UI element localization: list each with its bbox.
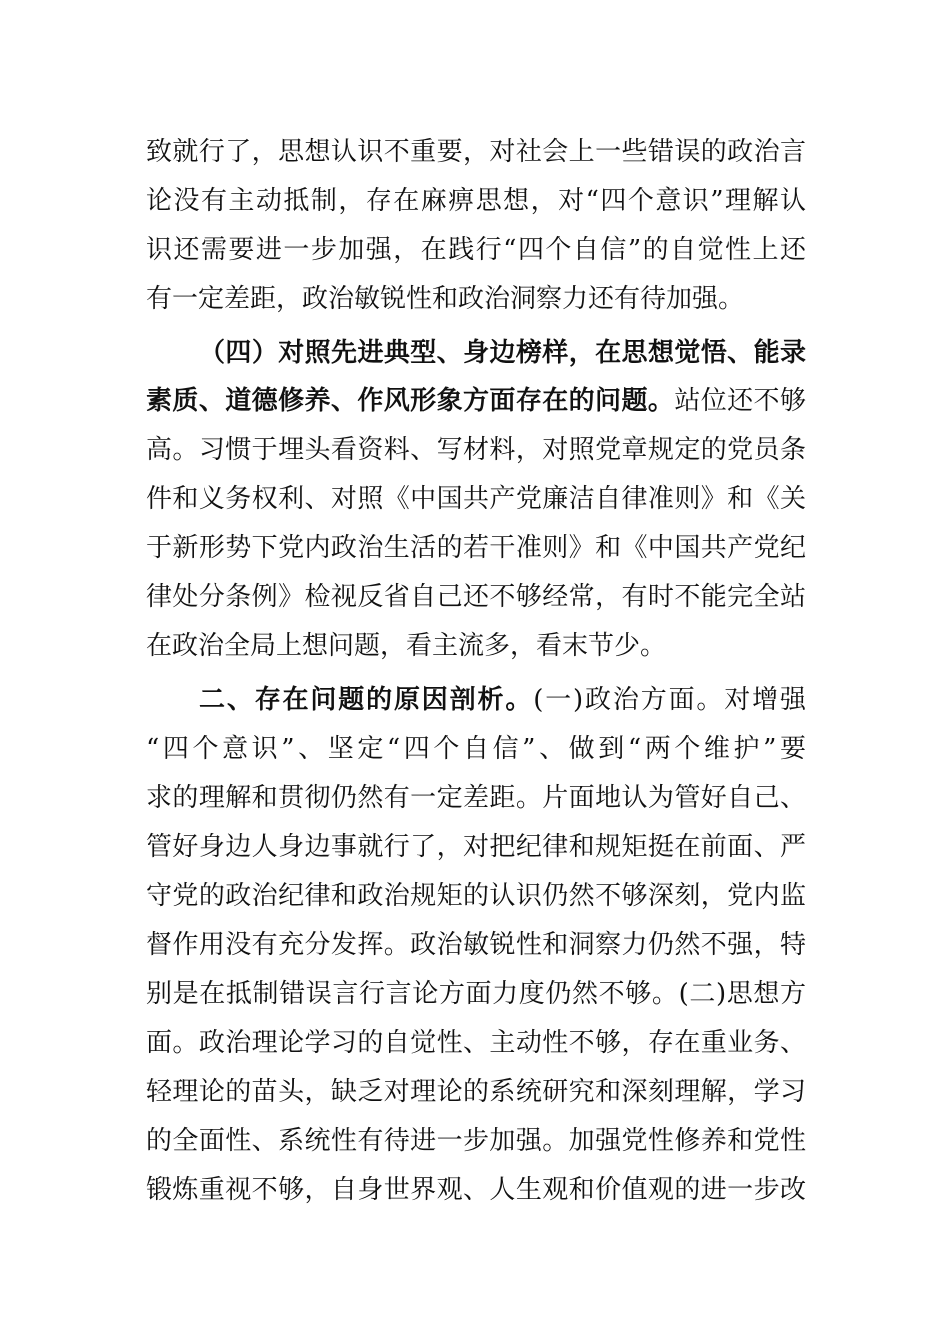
text-line: 的全面性、系统性有待进一步加强。加强党性修养和党性	[146, 1126, 806, 1156]
section-heading-line	[199, 676, 806, 725]
text-line: 高。习惯于埋头看资料、写材料，对照党章规定的党员条	[146, 435, 806, 465]
text-line: 在政治全局上想问题，看主流多，看末节少。	[146, 631, 667, 661]
text-line: 督作用没有充分发挥。政治敏锐性和洞察力仍然不强，特	[146, 930, 806, 960]
text-line: 件和义务权利、对照《中国共产党廉洁自律准则》和《关	[146, 484, 806, 514]
text-line: 于新形势下党内政治生活的若干准则》和《中国共产党纪	[146, 533, 806, 563]
text-line: 管好身边人身边事就行了，对把纪律和规矩挺在前面、严	[146, 832, 806, 862]
text-line: 别是在抵制错误言行言论方面力度仍然不够。(二)思想方	[146, 979, 806, 1009]
text-line: 轻理论的苗头，缺乏对理论的系统研究和深刻理解，学习	[146, 1077, 806, 1107]
section-heading-text: 素质、道德修养、作风形象方面存在的问题。	[146, 386, 675, 416]
text-line: 有一定差距，政治敏锐性和政治洞察力还有待加强。	[146, 284, 745, 314]
text-line: 锻炼重视不够，自身世界观、人生观和价值观的进一步改	[146, 1175, 806, 1205]
text-line: 求的理解和贯彻仍然有一定差距。片面地认为管好自己、	[146, 783, 806, 813]
section-heading-line: （四）对照先进典型、身边榜样，在思想觉悟、能录	[199, 338, 806, 368]
text-line: 守党的政治纪律和政治规矩的认识仍然不够深刻，党内监	[146, 881, 806, 911]
section-heading-line	[146, 377, 806, 426]
text-line: 律处分条例》检视反省自己还不够经常，有时不能完全站	[146, 582, 806, 612]
text-line: 论没有主动抵制，存在麻痹思想，对“四个意识”理解认	[146, 186, 806, 216]
text-span: (一)政治方面。对增强	[533, 685, 806, 715]
text-line: 面。政治理论学习的自觉性、主动性不够，存在重业务、	[146, 1028, 806, 1058]
section-heading-text: 二、存在问题的原因剖析。	[199, 685, 534, 715]
text-line: 致就行了，思想认识不重要，对社会上一些错误的政治言	[146, 137, 806, 167]
text-line: “四个意识”、坚定“四个自信”、做到“两个维护”要	[146, 734, 806, 764]
text-span: 站位还不够	[674, 386, 806, 416]
text-line: 识还需要进一步加强，在践行“四个自信”的自觉性上还	[146, 235, 806, 265]
